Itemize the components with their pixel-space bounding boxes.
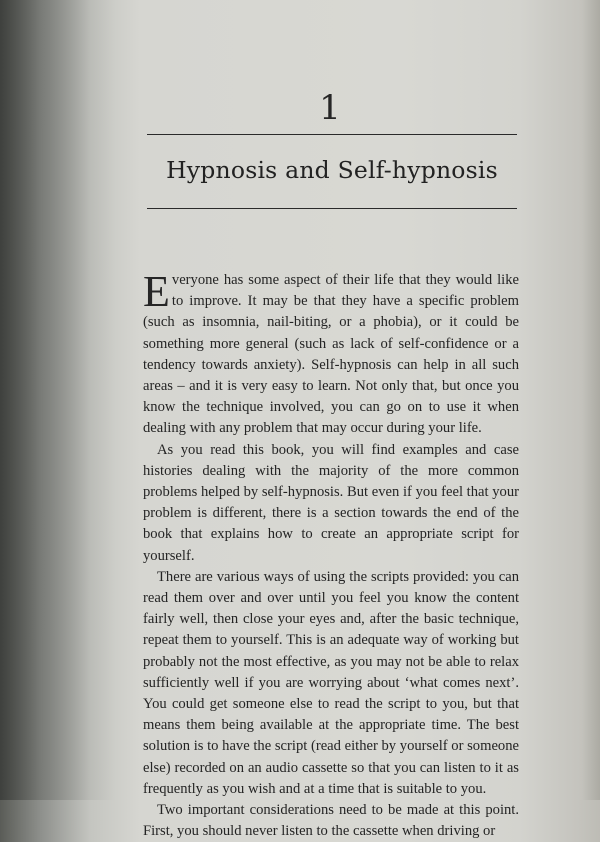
chapter-rule-top: [147, 134, 517, 135]
chapter-number: 1: [319, 88, 341, 128]
paragraph-1-text: veryone has some aspect of their life that they would like to improve. It may be that they have a specific problem (such as insomnia, nail-biting, or a phobia), or it could be something more general (such as lack of self-confidence or a tendency towards anxiety). Self-hypnosis can help in all such areas – and it is very easy to learn. Not only that, but once you know the technique involved, you can go on to use it when dealing with any problem that may occur during your life.: [143, 272, 519, 437]
paragraph-1: [143, 267, 519, 440]
paragraph-2: As you read this book, you will find examples and case histories dealing with the majority of the more common problems helped by self-hypnosis. But even if you feel that your problem is different, there is a section towards the end of the book that explains how to create an appropriate script for yourself.: [143, 441, 519, 564]
page-edge: [582, 0, 600, 800]
drop-cap: E: [143, 267, 170, 316]
chapter-title: Hypnosis and Self-hypnosis: [166, 156, 498, 184]
page-gutter-shadow: [0, 0, 115, 800]
chapter-body: [143, 267, 519, 842]
paragraph-3: There are various ways of using the scripts provided: you can read them over and over until you feel you know the content fairly well, then close your eyes and, after the basic technique, repeat them to yourself. This is an adequate way of working but probably not the most effective, as you may not be able to relax sufficiently well if you are worrying about ‘what comes next’. You could get someone else to read the script to you, but that means them being available at the appropriate time. The best solution is to have the script (read either by yourself or someone else) recorded on an audio cassette so that you can listen to it as frequently as you wish and at a time that is suitable to you.: [143, 568, 519, 797]
paragraph-4: Two important considerations need to be made at this point. First, you should never listen to the cassette when driving or: [143, 802, 519, 840]
chapter-rule-bottom: [147, 208, 517, 209]
